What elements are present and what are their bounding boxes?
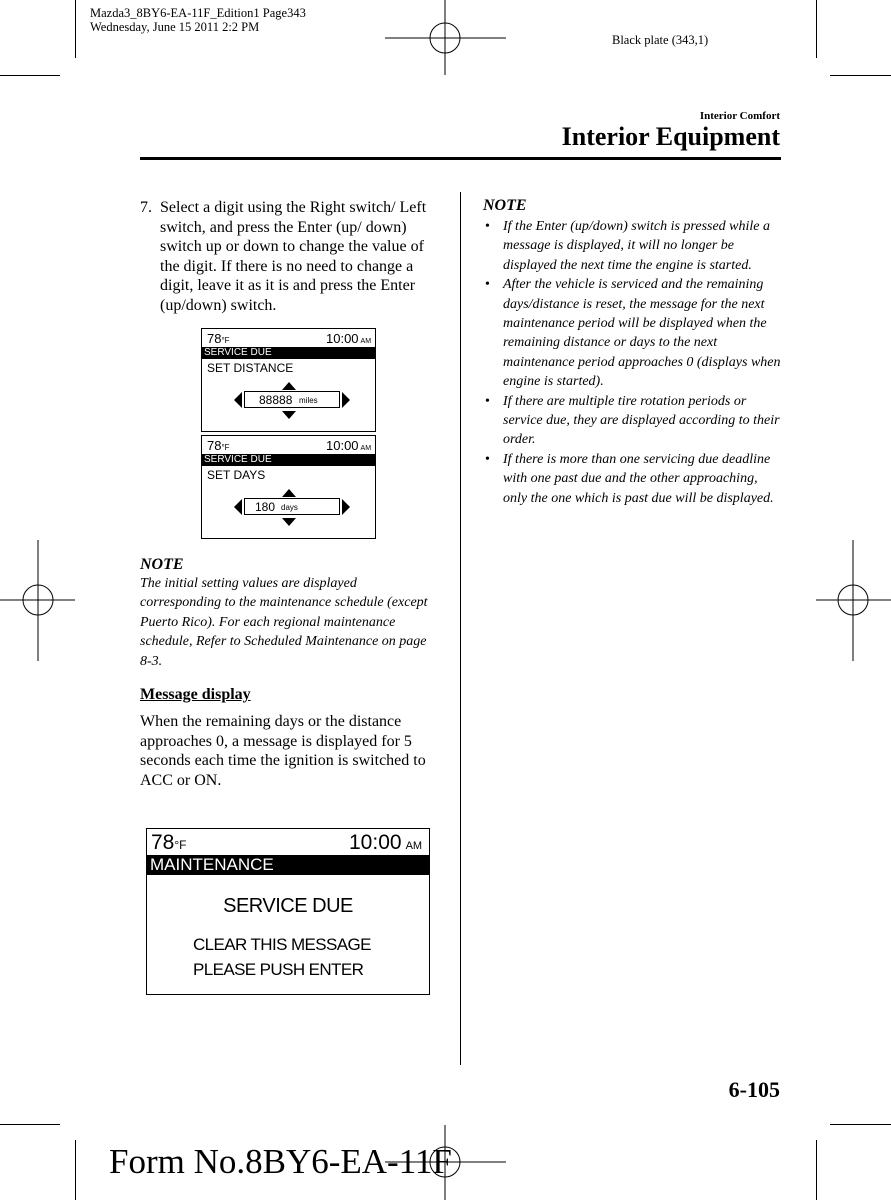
subheading-message-display: Message display xyxy=(140,686,251,703)
step-number: 7. xyxy=(140,199,152,216)
note-title: NOTE xyxy=(483,197,527,214)
section-label: Interior Comfort xyxy=(699,110,780,122)
plate-label: Black plate (343,1) xyxy=(612,33,709,47)
temperature: 78°F xyxy=(207,438,230,453)
distance-value: 88888 xyxy=(259,393,293,407)
temperature-unit: °F xyxy=(174,838,187,852)
service-due-bar: SERVICE DUE xyxy=(202,454,375,466)
down-arrow-icon xyxy=(282,518,296,526)
clock-ampm: AM xyxy=(360,445,372,452)
days-unit: days xyxy=(281,503,298,512)
up-arrow-icon xyxy=(282,489,296,497)
right-arrow-icon xyxy=(342,499,350,515)
print-job-line-2: Wednesday, June 15 2011 2:2 PM xyxy=(90,20,260,34)
page-number: 6-105 xyxy=(728,1077,780,1102)
registration-mark-top xyxy=(385,0,506,75)
clock: 10:00 AM xyxy=(326,331,372,346)
service-due-bar: SERVICE DUE xyxy=(202,347,375,359)
clock: 10:00 AM xyxy=(326,438,372,453)
value-box xyxy=(244,498,340,515)
up-arrow-icon xyxy=(282,382,296,390)
print-job-line-1: Mazda3_8BY6-EA-11F_Edition1 Page343 xyxy=(90,6,306,20)
right-note xyxy=(483,197,783,508)
service-due-message: SERVICE DUE xyxy=(223,895,353,917)
mode-label: SET DISTANCE xyxy=(207,361,294,375)
note-bullet: • If the Enter (up/down) switch is pressed while a message is displayed, it will no longer be displayed the next time the engine is started. xyxy=(485,219,771,273)
message-display-paragraph: When the remaining days or the distance approaches 0, a message is displayed for 5 seconds each time the ignition is switched to ACC or ON. xyxy=(140,713,426,789)
display-set-days xyxy=(201,435,376,539)
registration-mark-right xyxy=(816,540,891,661)
note-bullet: • If there is more than one servicing due deadline with one past due and the other approaching, only the one which is past due will be displayed. xyxy=(485,451,774,506)
temperature: 78°F xyxy=(151,831,187,854)
distance-unit: miles xyxy=(299,396,318,405)
print-job-info xyxy=(90,6,306,34)
temperature: 78°F xyxy=(207,331,230,346)
down-arrow-icon xyxy=(282,411,296,419)
left-arrow-icon xyxy=(234,499,242,515)
maintenance-bar: MAINTENANCE xyxy=(147,855,429,875)
clear-message-line: CLEAR THIS MESSAGE xyxy=(193,935,371,954)
form-number: Form No.8BY6-EA-11F xyxy=(109,1142,452,1181)
value-box xyxy=(244,391,340,408)
step-text: Select a digit using the Right switch/ Left switch, and press the Enter (up/ down) switch up or down to change the value of the digit. If there is no need to change a digit, leave it as it is and press the Enter (up/down) switch. xyxy=(160,199,427,314)
days-value: 180 xyxy=(255,500,276,514)
note-title: NOTE xyxy=(140,556,184,573)
step-7 xyxy=(140,198,440,315)
clock: 10:00 AM xyxy=(349,831,423,854)
temperature-unit: °F xyxy=(221,443,230,452)
temperature-unit: °F xyxy=(221,336,230,345)
header-rule xyxy=(140,157,781,160)
registration-mark-left xyxy=(0,540,75,661)
clock-ampm: AM xyxy=(360,338,372,345)
note-bullet: • If there are multiple tire rotation periods or service due, they are displayed according to their order. xyxy=(485,393,780,448)
display-set-distance xyxy=(201,328,376,432)
left-arrow-icon xyxy=(234,392,242,408)
right-arrow-icon xyxy=(342,392,350,408)
mode-label: SET DAYS xyxy=(207,468,266,482)
left-note xyxy=(140,556,440,671)
section-title: Interior Equipment xyxy=(561,122,780,151)
note-bullet: • After the vehicle is serviced and the remaining days/distance is reset, the message for the next maintenance period will be displayed when the remaining distance or days to the next maintenance period approaches 0 (displays when engine is started). xyxy=(485,277,781,390)
column-divider xyxy=(460,192,461,1065)
note-bullet-list xyxy=(483,217,783,508)
push-enter-line: PLEASE PUSH ENTER xyxy=(193,960,364,979)
note-text: The initial setting values are displayed corresponding to the maintenance schedule (except Puerto Rico). For each regional maintenance schedule, Refer to Scheduled Maintenance on page 8-3. xyxy=(140,576,428,669)
clock-ampm: AM xyxy=(405,840,423,852)
display-maintenance-message xyxy=(146,828,430,995)
